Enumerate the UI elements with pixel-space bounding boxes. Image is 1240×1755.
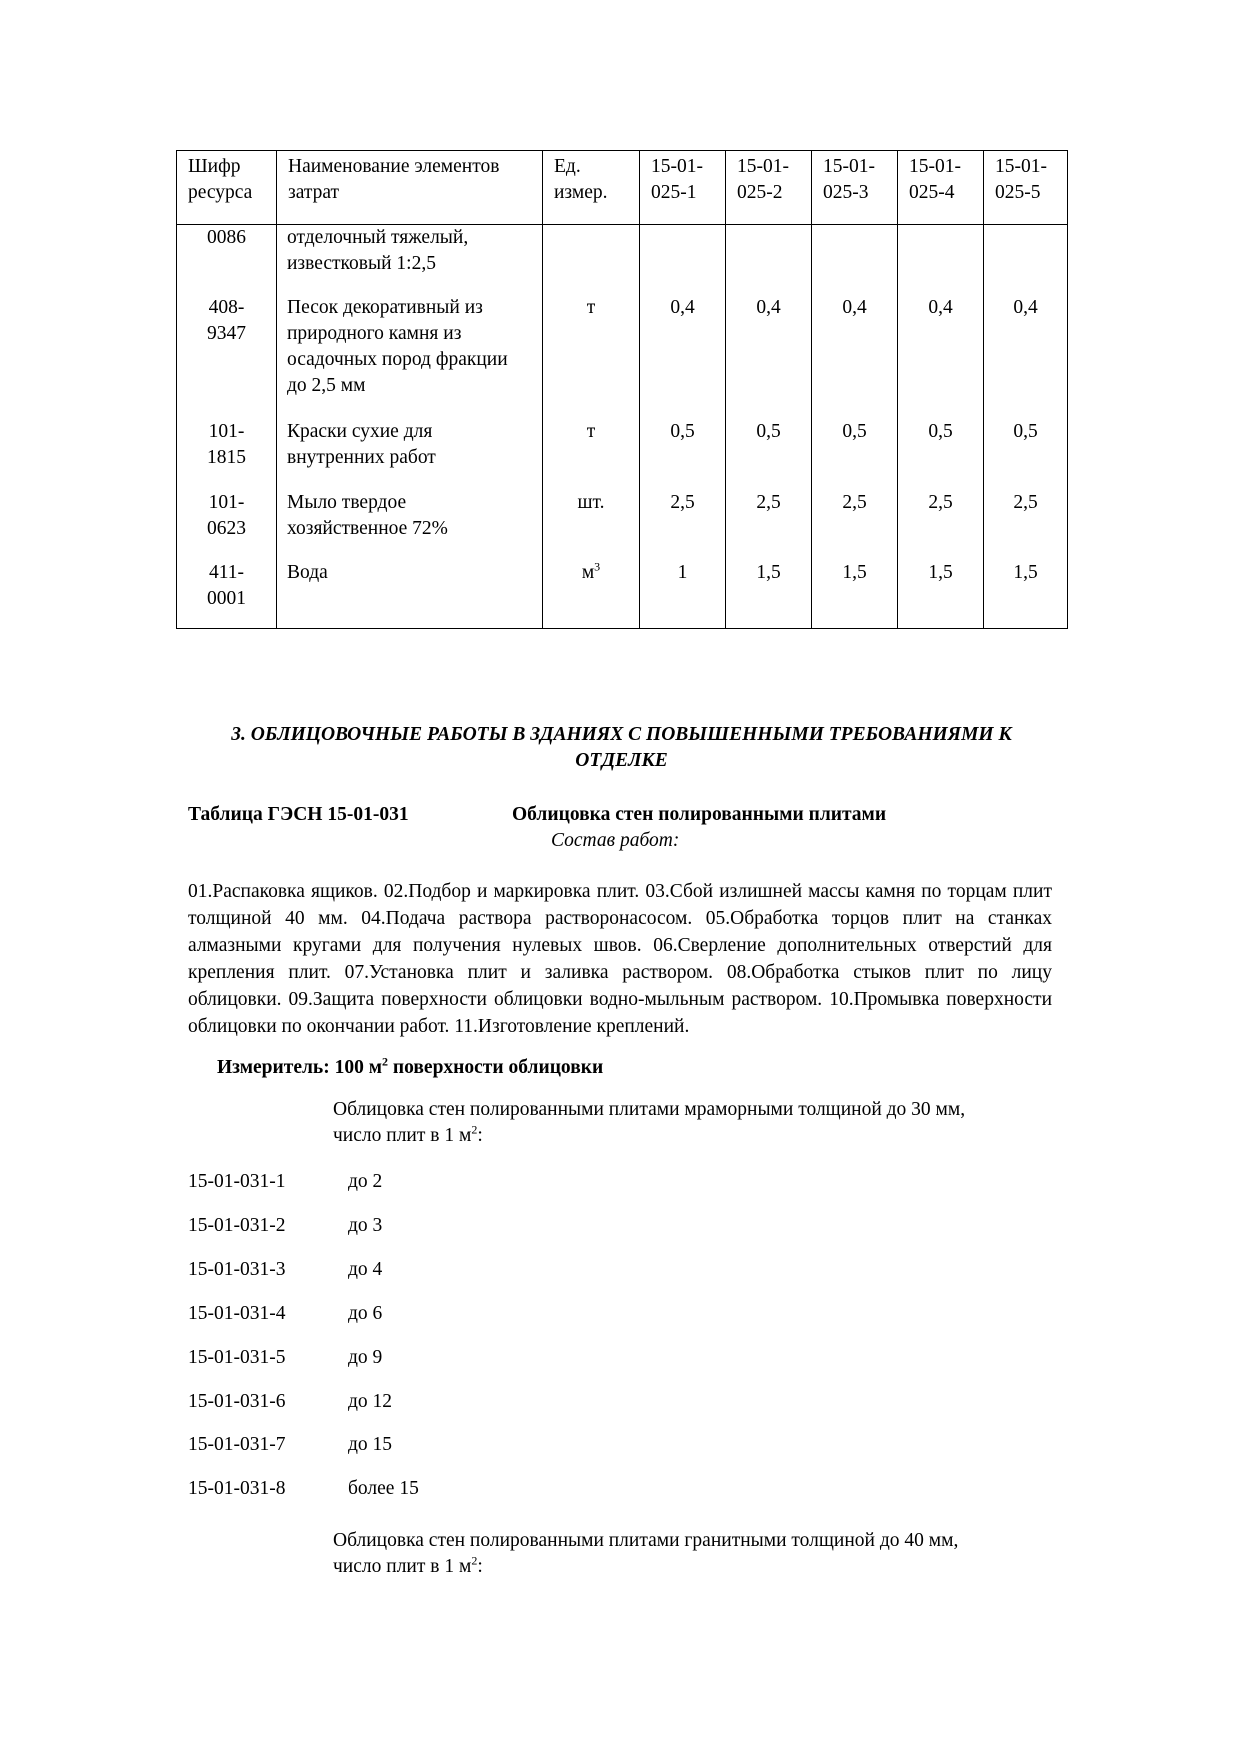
header-norm-3: 15-01- 025-3 — [812, 151, 898, 225]
row-code: 101- 0623 — [177, 490, 277, 560]
row-value: 2,5 — [812, 490, 898, 560]
row-value: 0,4 — [984, 295, 1068, 419]
row-value: 0,5 — [640, 419, 726, 490]
row-value: 2,5 — [898, 490, 984, 560]
row-value: 1,5 — [984, 560, 1068, 629]
granite-group-heading: Облицовка стен полированными плитами гранитными толщиной до 40 мм, число плит в 1 $м^2$: — [333, 1530, 959, 1577]
table-name: Облицовка стен полированными плитами — [512, 804, 887, 825]
row-value: 2,5 — [726, 490, 812, 560]
row-name: Краски сухие для внутренних работ — [277, 419, 543, 490]
row-value: 1,5 — [898, 560, 984, 629]
table-row — [177, 490, 1068, 560]
header-norm-4: 15-01- 025-4 — [898, 151, 984, 225]
header-code: Шифр ресурса — [177, 151, 277, 225]
row-name: отделочный тяжелый, известковый 1:2,5 — [277, 225, 543, 296]
row-value — [812, 225, 898, 296]
composition-label: Состав работ: — [551, 830, 680, 851]
row-value: 2,5 — [640, 490, 726, 560]
row-code: 0086 — [177, 225, 277, 296]
header-norm-1: 15-01- 025-1 — [640, 151, 726, 225]
resource-table — [176, 150, 1068, 629]
list-item: 15-01-031-6 до 12 — [188, 1391, 393, 1412]
row-value — [640, 225, 726, 296]
list-item: 15-01-031-7 до 15 — [188, 1434, 393, 1455]
composition-text: 01.Распаковка ящиков. 02.Подбор и маркировка плит. 03.Сбой излишней массы камня по торцам плит толщиной 40 мм. 04.Подача раствора растворонасосом. 05.Обработка торцов плит на станках алмазными кругами для получения нулевых швов. 06.Сверление дополнительных отверстий для крепления плит. 07.Установка плит и заливка раствором. 08.Обработка стыков плит по лицу облицовки. 09.Защита поверхности облицовки водно-мыльным раствором. 10.Промывка поверхности облицовки по окончании работ. 11.Изготовление креплений. — [188, 881, 1052, 1037]
row-value — [898, 225, 984, 296]
row-code: 408- 9347 — [177, 295, 277, 419]
row-value: 0,4 — [726, 295, 812, 419]
list-item: 15-01-031-2 до 3 — [188, 1215, 383, 1236]
row-value: 0,5 — [984, 419, 1068, 490]
row-value: 0,4 — [640, 295, 726, 419]
header-norm-2: 15-01- 025-2 — [726, 151, 812, 225]
header-name: Наименование элементов затрат — [277, 151, 543, 225]
row-value: 0,4 — [898, 295, 984, 419]
list-item: 15-01-031-5 до 9 — [188, 1347, 383, 1368]
table-row — [177, 419, 1068, 490]
row-value: 0,5 — [898, 419, 984, 490]
row-value: 1,5 — [726, 560, 812, 629]
header-unit: Ед. измер. — [543, 151, 640, 225]
table-row — [177, 295, 1068, 419]
row-value: 2,5 — [984, 490, 1068, 560]
list-item: 15-01-031-4 до 6 — [188, 1303, 383, 1324]
table-row — [177, 560, 1068, 629]
row-value — [984, 225, 1068, 296]
marble-group-heading: Облицовка стен полированными плитами мраморными толщиной до 30 мм, число плит в 1 $м^2$: — [333, 1099, 966, 1146]
row-name: Песок декоративный из природного камня из осадочных пород фракции до 2,5 мм — [277, 295, 543, 419]
meter-line: Измеритель: 100 $м^2$ поверхности облицовки — [217, 1054, 604, 1078]
row-name: Мыло твердое хозяйственное 72% — [277, 490, 543, 560]
row-unit: $м^3$ — [543, 560, 640, 629]
row-value: 0,5 — [812, 419, 898, 490]
table-header-row — [177, 151, 1068, 225]
row-code: 411- 0001 — [177, 560, 277, 629]
row-value: 0,5 — [726, 419, 812, 490]
row-code: 101- 1815 — [177, 419, 277, 490]
row-unit — [543, 225, 640, 296]
row-value: 0,4 — [812, 295, 898, 419]
list-item: 15-01-031-3 до 4 — [188, 1259, 383, 1280]
header-norm-5: 15-01- 025-5 — [984, 151, 1068, 225]
row-value — [726, 225, 812, 296]
list-item: 15-01-031-8 более 15 — [188, 1478, 419, 1499]
row-unit: т — [543, 295, 640, 419]
row-name: Вода — [277, 560, 543, 629]
list-item: 15-01-031-1 до 2 — [188, 1171, 383, 1192]
row-value: 1,5 — [812, 560, 898, 629]
table-label: Таблица ГЭСН 15-01-031 — [188, 804, 409, 825]
section-title: 3. ОБЛИЦОВОЧНЫЕ РАБОТЫ В ЗДАНИЯХ С ПОВЫШЕННЫМИ ТРЕБОВАНИЯМИ К ОТДЕЛКЕ — [231, 724, 1012, 771]
row-unit: шт. — [543, 490, 640, 560]
row-unit: т — [543, 419, 640, 490]
table-row — [177, 225, 1068, 296]
row-value: 1 — [640, 560, 726, 629]
